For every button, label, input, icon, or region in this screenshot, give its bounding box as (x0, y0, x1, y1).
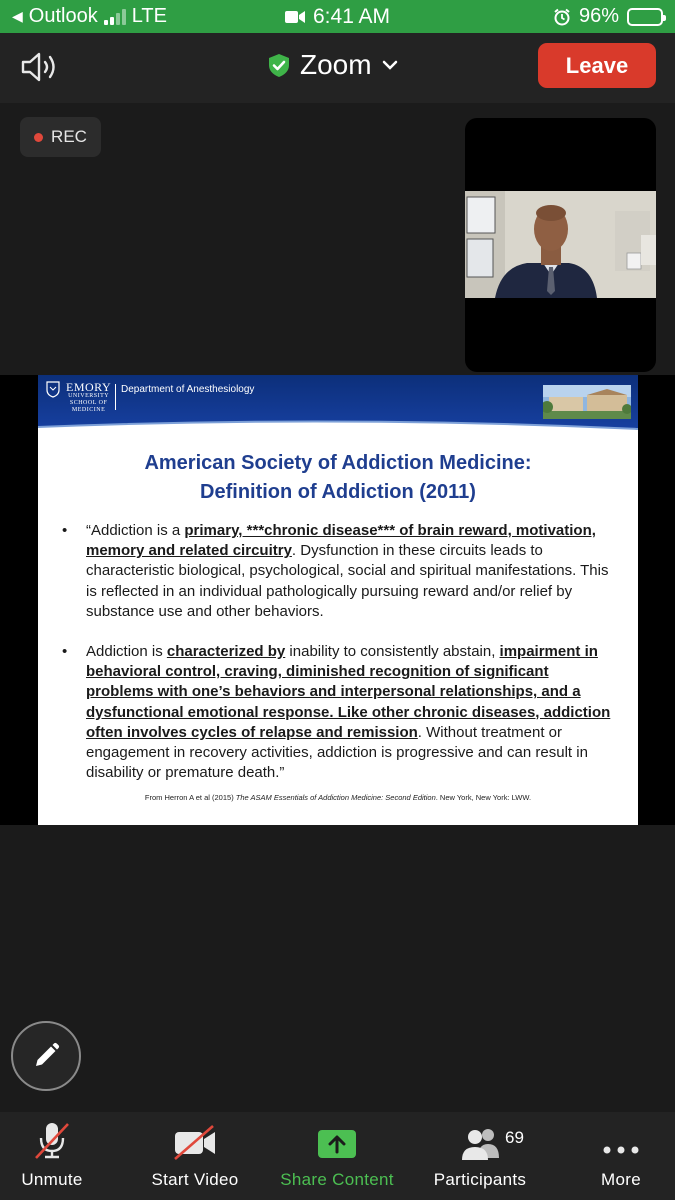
brand-name: EMORY (66, 380, 112, 394)
department-label: Department of Anesthesiology (115, 384, 254, 410)
annotate-button[interactable] (11, 1021, 81, 1091)
video-camera-icon (285, 10, 305, 24)
bullet2-emphasis-1: characterized by (166, 643, 286, 660)
participants-count-badge: 69 (505, 1128, 524, 1147)
slide-header-band (38, 375, 638, 431)
emory-logo (46, 381, 111, 414)
recording-badge (20, 117, 101, 157)
network-label: LTE (131, 5, 167, 27)
bullet2-emphasis-2: impairment in behavioral control, craving, diminished recognition of significant problems with one’s behaviors and interpersonal relationships, and a dysfunctional emotional response. Like other chronic diseases, addiction often involves cycles of relapse and remission (86, 643, 611, 741)
status-bar (0, 0, 675, 33)
bullet2-text-2: inability to consistently abstain, (285, 643, 500, 660)
campus-photo (543, 385, 631, 419)
share-content-button[interactable] (272, 1112, 402, 1200)
emory-shield-icon (46, 381, 60, 398)
speaker-icon[interactable] (20, 51, 60, 83)
bullet1-emphasis-1: primary, ***chronic disease*** of brain reward, motivation, memory and related circuitry (86, 522, 596, 560)
recording-dot-icon (34, 133, 43, 142)
slide-bullet-2 (86, 642, 616, 783)
slide-bullet-1 (86, 521, 616, 622)
signal-icon (104, 9, 126, 25)
slide-citation (38, 793, 638, 802)
alarm-icon (553, 8, 571, 26)
brand-sub-1: UNIVERSITY (68, 393, 110, 399)
battery-percent: 96% (578, 5, 619, 27)
bullet2-text-3: . Without treatment or engagement in recovery activities, addiction is progressive and can result in disability or premature death.” (86, 723, 588, 782)
back-app-label[interactable]: Outlook (28, 5, 98, 27)
back-arrow-icon[interactable]: ◀ (12, 8, 23, 24)
participant-video-frame (465, 191, 656, 298)
slide-title-line2: Definition of Addiction (2011) (200, 481, 476, 503)
meeting-header (0, 33, 675, 103)
meeting-title: Zoom (300, 49, 372, 80)
status-center (285, 5, 390, 29)
leave-button[interactable]: Leave (538, 43, 656, 88)
meeting-title-button[interactable] (268, 49, 398, 81)
brand-sub-2: SCHOOL OF (69, 400, 108, 406)
battery-icon (627, 8, 663, 26)
video-off-icon (173, 1124, 217, 1160)
more-button[interactable] (588, 1112, 654, 1200)
shared-slide[interactable] (38, 375, 638, 825)
mic-off-icon (32, 1120, 72, 1160)
bullet2-text-1: Addiction is (86, 643, 167, 660)
pencil-icon (31, 1041, 61, 1071)
chevron-down-icon (382, 60, 398, 70)
slide-title-line1: American Society of Addiction Medicine: (144, 452, 532, 474)
participants-button[interactable] (425, 1112, 535, 1200)
slide-title (38, 449, 638, 507)
more-dots-icon (601, 1140, 641, 1160)
participant-video-image (465, 191, 656, 298)
shield-check-icon (268, 53, 290, 78)
bullet1-text-2: . Dysfunction in these circuits leads to characteristic biological, psychological, social and spiritual manifestations. This is reflected in an individual pathologically pursuing reward and/or relief by substance use and other behaviors. (86, 542, 609, 620)
participants-label: Participants (433, 1170, 527, 1189)
citation-prefix: From Herron A et al (2015) (144, 793, 236, 802)
recording-label: REC (51, 127, 87, 146)
citation-suffix: . New York, New York: LWW. (435, 793, 532, 802)
header-swoosh (38, 417, 638, 443)
participants-icon (459, 1126, 501, 1160)
status-right (553, 5, 663, 28)
unmute-label: Unmute (21, 1170, 83, 1189)
citation-book: The ASAM Essentials of Addiction Medicine: Second Edition (235, 793, 436, 802)
start-video-button[interactable] (140, 1112, 250, 1200)
participant-video-tile[interactable] (465, 118, 656, 372)
share-content-label: Share Content (280, 1170, 394, 1189)
share-up-arrow-icon (317, 1128, 357, 1160)
start-video-label: Start Video (151, 1170, 239, 1189)
status-time: 6:41 AM (313, 5, 391, 28)
unmute-button[interactable] (12, 1112, 92, 1200)
bullet1-text-1: “Addiction is a (86, 522, 185, 539)
status-left (12, 5, 167, 28)
more-label: More (601, 1170, 641, 1189)
brand-sub-3: MEDICINE (71, 407, 106, 413)
